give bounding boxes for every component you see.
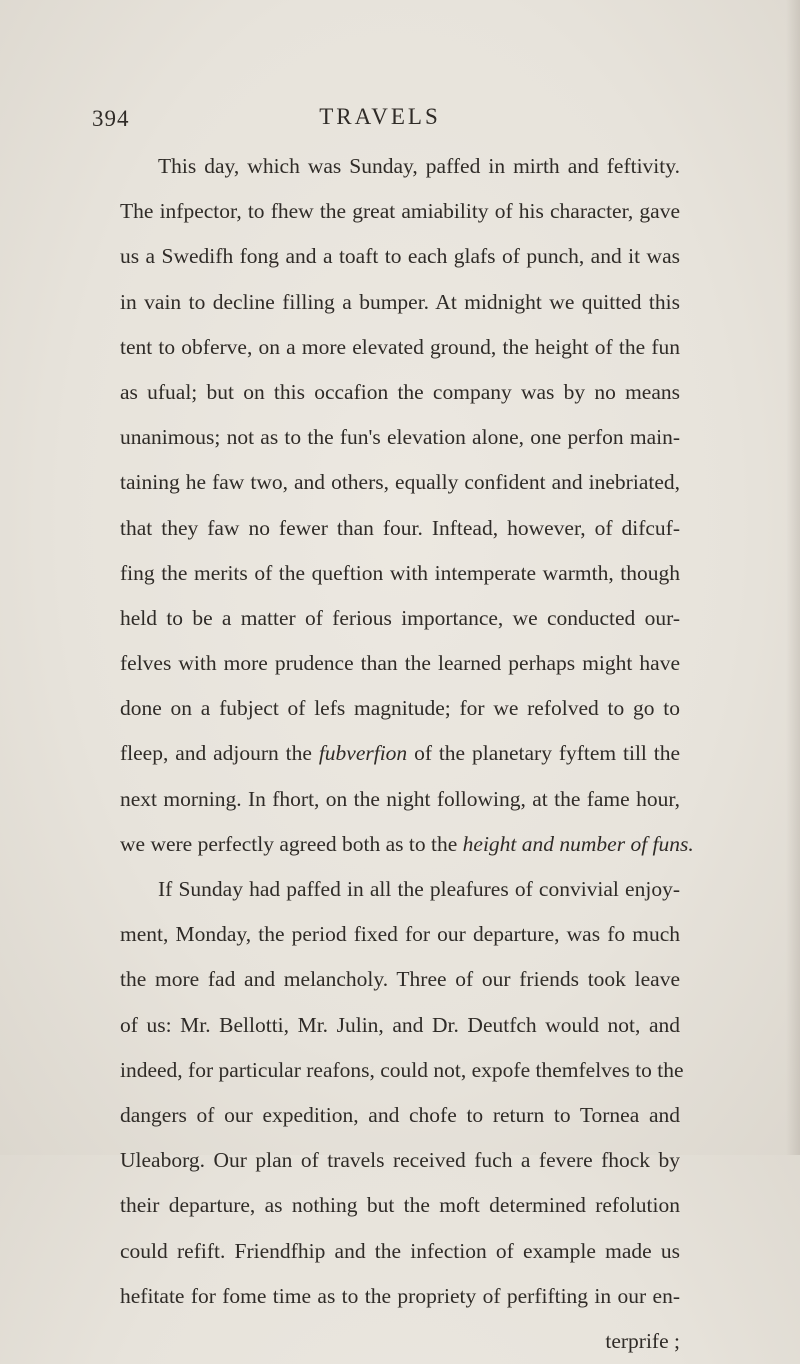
text-line: If Sunday had paffed in all the pleafures of convivial enjoy-: [158, 877, 680, 901]
text-segment: of the planetary fyftem till the: [414, 741, 681, 766]
text-line: of us: Mr. Bellotti, Mr. Julin, and Dr. Deutfch would not, and: [120, 1012, 680, 1037]
text-line: hefitate for fome time as to the propriety of perfifting in our en-: [120, 1283, 680, 1308]
text-line: felves with more prudence than the learned perhaps might have: [120, 651, 680, 676]
paragraph-2: [120, 867, 684, 1319]
text-line: The infpector, to fhew the great amiability of his character, gave: [120, 199, 680, 224]
text-line: next morning. In fhort, on the night following, at the fame hour,: [120, 786, 680, 811]
text-line: unanimous; not as to the fun's elevation alone, one perfon main-: [120, 425, 680, 450]
page-header: [0, 100, 800, 140]
text-line: that they faw no fewer than four. Inftead, however, of difcuf-: [120, 515, 680, 540]
italic-word: fubverfion: [318, 741, 408, 766]
body-text: [120, 144, 694, 1364]
text-line: could refift. Friendfhip and the infection of example made us: [120, 1238, 680, 1263]
text-segment: we were perfectly agreed both as to the: [120, 831, 458, 856]
text-line: [120, 822, 694, 867]
italic-phrase: height and number of funs.: [462, 831, 694, 856]
text-line: This day, which was Sunday, paffed in mirth and feftivity.: [158, 154, 680, 178]
text-segment: fleep, and adjourn the: [120, 741, 312, 766]
text-line: taining he faw two, and others, equally confident and inebriated,: [120, 470, 680, 495]
text-line: in vain to decline filling a bumper. At midnight we quitted this: [120, 289, 680, 314]
text-line: tent to obferve, on a more elevated ground, the height of the fun: [120, 334, 680, 359]
paragraph-1: [120, 144, 694, 867]
catchword: terprife ;: [605, 1328, 680, 1353]
text-line: fing the merits of the queftion with intemperate warmth, though: [120, 560, 680, 585]
text-line: ment, Monday, the period fixed for our departure, was fo much: [120, 922, 680, 947]
text-line: as ufual; but on this occafion the company was by no means: [120, 379, 680, 404]
text-line: indeed, for particular reafons, could not, expofe themfelves to the: [120, 1057, 684, 1082]
text-line: their departure, as nothing but the moft determined refolution: [120, 1193, 680, 1218]
text-line: us a Swedifh fong and a toaft to each glafs of punch, and it was: [120, 244, 680, 269]
text-line: [120, 731, 680, 776]
running-head: TRAVELS: [319, 104, 441, 129]
text-line: done on a fubject of lefs magnitude; for we refolved to go to: [120, 696, 680, 721]
text-line: the more fad and melancholy. Three of our friends took leave: [120, 967, 680, 992]
text-line: Uleaborg. Our plan of travels received fuch a fevere fhock by: [120, 1148, 680, 1173]
text-line: held to be a matter of ferious importance, we conducted our-: [120, 605, 680, 630]
text-line: dangers of our expedition, and chofe to return to Tornea and: [120, 1102, 680, 1127]
page-number: 394: [92, 106, 130, 131]
page-edge-shadow: [786, 0, 800, 1155]
